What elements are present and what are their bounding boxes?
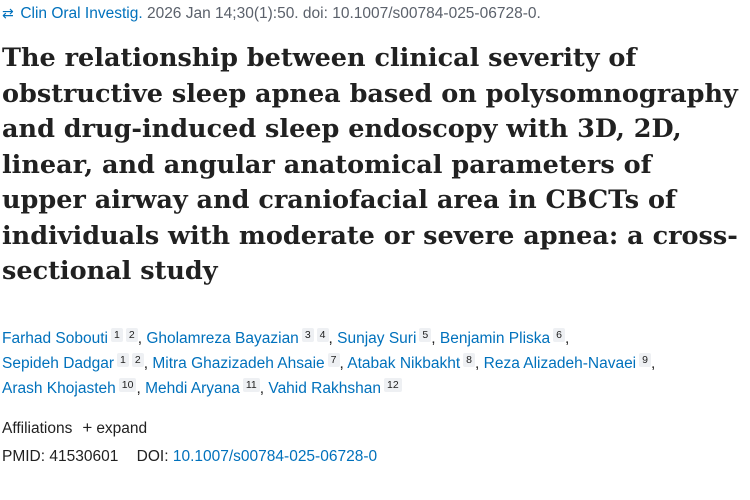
journal-link[interactable]: Clin Oral Investig. xyxy=(20,5,143,22)
expand-affiliations-button[interactable]: expand xyxy=(96,420,148,437)
author-name-link[interactable]: Vahid Rakhshan xyxy=(268,380,381,397)
author-item xyxy=(440,330,565,347)
author-item xyxy=(146,330,328,347)
affiliation-number-link[interactable]: 11 xyxy=(243,378,260,392)
author-item xyxy=(152,355,339,372)
affiliation-number-link[interactable]: 6 xyxy=(553,328,565,342)
affiliation-number-link[interactable]: 5 xyxy=(419,328,431,342)
author-name-link[interactable]: Sepideh Dadgar xyxy=(2,355,115,372)
author-item xyxy=(2,380,136,397)
pmid-label: PMID: xyxy=(2,448,46,465)
author-separator: , xyxy=(650,355,656,372)
author-separator: , xyxy=(339,355,348,372)
affiliation-number-link[interactable]: 8 xyxy=(463,353,475,367)
citation-line xyxy=(2,2,541,25)
author-separator: , xyxy=(136,380,146,397)
author-item xyxy=(2,355,144,372)
affiliations-label: Affiliations xyxy=(2,420,73,437)
author-list xyxy=(2,326,742,401)
author-separator: , xyxy=(137,330,147,347)
doi-label: DOI: xyxy=(136,448,169,465)
affiliation-number-link[interactable]: 1 xyxy=(117,353,129,367)
plus-icon[interactable]: + xyxy=(82,418,93,437)
author-item xyxy=(268,380,401,397)
author-separator: , xyxy=(143,355,153,372)
pmid-value: 41530601 xyxy=(49,448,119,465)
author-item xyxy=(145,380,260,397)
affiliation-number-link[interactable]: 9 xyxy=(639,353,651,367)
affiliation-number-link[interactable]: 3 xyxy=(302,328,314,342)
author-separator: , xyxy=(259,380,269,397)
affiliation-number-link[interactable]: 7 xyxy=(328,353,340,367)
author-name-link[interactable]: Mehdi Aryana xyxy=(145,380,240,397)
author-name-link[interactable]: Atabak Nikbakht xyxy=(347,355,461,372)
affiliation-number-link[interactable]: 10 xyxy=(119,378,137,392)
swap-arrows-icon[interactable]: ⇄ xyxy=(2,5,14,21)
affiliation-number-link[interactable]: 2 xyxy=(132,353,144,367)
author-separator: , xyxy=(431,330,440,347)
author-name-link[interactable]: Farhad Sobouti xyxy=(2,330,108,347)
author-name-link[interactable]: Mitra Ghazizadeh Ahsaie xyxy=(152,355,325,372)
author-name-link[interactable]: Benjamin Pliska xyxy=(439,330,551,347)
author-item xyxy=(484,355,651,372)
doi-link[interactable]: 10.1007/s00784-025-06728-0 xyxy=(172,448,378,465)
author-item xyxy=(2,330,138,347)
author-name-link[interactable]: Gholamreza Bayazian xyxy=(146,330,299,347)
author-item xyxy=(347,355,475,372)
affiliation-number-link[interactable]: 2 xyxy=(126,328,138,342)
affiliation-number-link[interactable]: 12 xyxy=(384,378,402,392)
author-separator: , xyxy=(564,330,570,347)
affiliation-number-link[interactable]: 4 xyxy=(317,328,329,342)
author-name-link[interactable]: Arash Khojasteh xyxy=(2,380,116,397)
affiliations-row xyxy=(2,417,147,440)
author-name-link[interactable]: Sunjay Suri xyxy=(337,330,417,347)
author-separator: , xyxy=(328,330,338,347)
citation-details: 2026 Jan 14;30(1):50. doi: 10.1007/s00784-025-06728-0. xyxy=(142,5,541,22)
identifiers-row xyxy=(2,446,377,468)
author-name-link[interactable]: Reza Alizadeh-Navaei xyxy=(483,355,637,372)
affiliation-number-link[interactable]: 1 xyxy=(111,328,123,342)
article-title: The relationship between clinical severity of obstructive sleep apnea based on polysomnography and drug-induced sleep endoscopy with 3D, 2D, linear, and angular anatomical parameters of upper airway and craniofacial area in CBCTs of individuals with moderate or severe apnea: a cross-sectional study xyxy=(2,43,738,286)
author-item xyxy=(337,330,431,347)
author-separator: , xyxy=(475,355,484,372)
